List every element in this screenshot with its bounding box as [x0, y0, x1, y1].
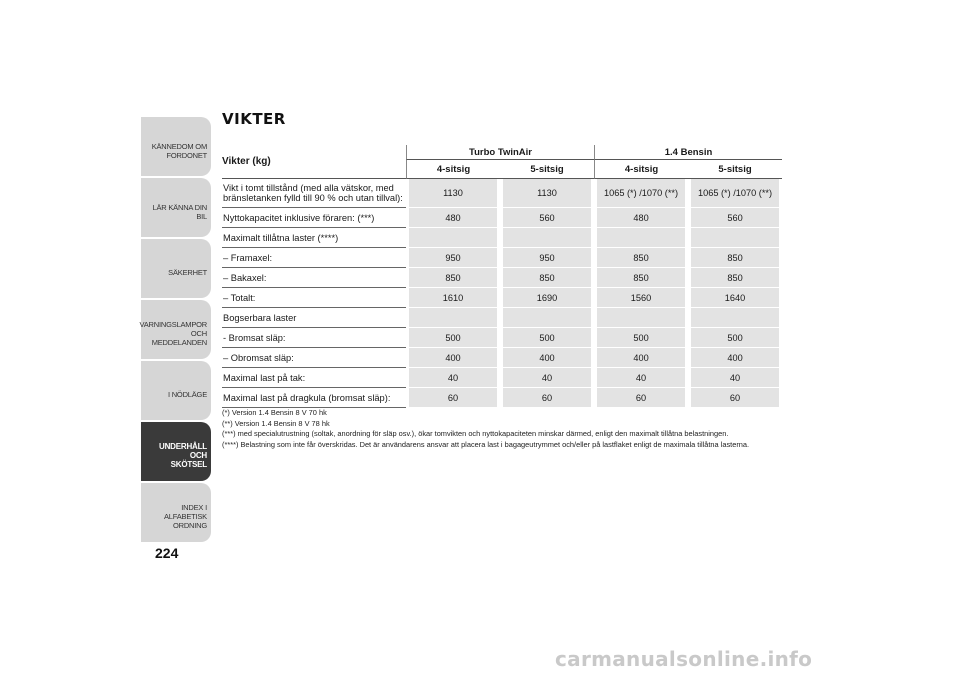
table-row — [222, 288, 782, 308]
footnote: (***) med specialutrustning (soltak, anordning för släp osv.), ökar tomvikten och nyttokapaciteten minskar därmed, enligt den maximalt tillåtna belastningen. — [222, 429, 729, 438]
row-label — [222, 328, 406, 348]
tab-kannedom-om-fordonet[interactable] — [141, 117, 211, 176]
row-label-line: Bogserbara laster — [223, 312, 297, 323]
table-cell — [406, 308, 500, 328]
footnotes — [222, 408, 782, 450]
table-cell — [688, 228, 782, 248]
row-label — [222, 368, 406, 388]
table-cell: 400 — [500, 348, 594, 368]
sub-header: 5-sitsig — [688, 159, 782, 179]
row-label — [222, 308, 406, 328]
table-cell: 1130 — [500, 179, 594, 208]
row-label — [222, 179, 406, 208]
table-row — [222, 368, 782, 388]
tab-label: FORDONET — [166, 150, 207, 160]
row-label — [222, 268, 406, 288]
table-cell: 40 — [500, 368, 594, 388]
table-cell: 500 — [500, 328, 594, 348]
table-cell — [594, 228, 688, 248]
tab-label: UNDERHÅLL OCH — [159, 442, 207, 460]
row-label — [222, 288, 406, 308]
table-row — [222, 388, 782, 408]
tab-sakerhet[interactable] — [141, 239, 211, 298]
row-label-line: – Framaxel: — [223, 252, 273, 263]
table-cell: 1560 — [594, 288, 688, 308]
table-row — [222, 268, 782, 288]
table-cell: 950 — [500, 248, 594, 268]
table-cell: 850 — [594, 268, 688, 288]
sub-header: 5-sitsig — [500, 159, 594, 179]
row-label — [222, 228, 406, 248]
table-row — [222, 348, 782, 368]
row-label — [222, 248, 406, 268]
weights-table — [222, 145, 782, 408]
table-cell: 40 — [406, 368, 500, 388]
table-cell: 60 — [594, 388, 688, 408]
row-label-line: Maximalt tillåtna laster (****) — [223, 232, 339, 243]
row-label-line: Vikt i tomt tillstånd (med alla vätskor, med — [223, 183, 394, 193]
table-cell: 400 — [688, 348, 782, 368]
table-cell: 500 — [594, 328, 688, 348]
table-cell: 850 — [688, 268, 782, 288]
footnote: (****) Belastning som inte får överskridas. Det är användarens ansvar att placera last i bagageutrymmet och/eller på lastflaket enligt de maximala tillåtna lasterna. — [222, 439, 750, 449]
tab-label: KÄNNEDOM OM — [151, 141, 207, 151]
row-label-line: - Bromsat släp: — [223, 332, 286, 343]
table-cell: 60 — [688, 388, 782, 408]
table-cell — [500, 308, 594, 328]
footnote: (*) Version 1.4 Bensin 8 V 70 hk — [222, 408, 327, 417]
tab-index[interactable] — [141, 483, 211, 542]
table-cell: 560 — [500, 208, 594, 228]
table-cell: 850 — [594, 248, 688, 268]
table-row — [222, 308, 782, 328]
footnote: (**) Version 1.4 Bensin 8 V 78 hk — [222, 418, 330, 428]
tab-label: SÄKERHET — [168, 268, 207, 277]
row-label-line: – Bakaxel: — [223, 272, 267, 283]
row-label-line: – Totalt: — [223, 292, 256, 303]
table-cell — [688, 308, 782, 328]
header-label-text: Vikter (kg) — [222, 156, 271, 167]
table-cell: 1065 (*) /1070 (**) — [594, 179, 688, 208]
table-row — [222, 248, 782, 268]
table-cell: 560 — [688, 208, 782, 228]
table-cell: 480 — [594, 208, 688, 228]
tab-label: INDEX I ALFABETISK — [163, 503, 207, 521]
sub-header: 4-sitsig — [406, 159, 500, 179]
table-cell: 480 — [406, 208, 500, 228]
table-row — [222, 208, 782, 228]
page-number: 224 — [155, 545, 179, 561]
table-row — [222, 228, 782, 248]
table-cell: 1690 — [500, 288, 594, 308]
tab-label: I NÖDLÄGE — [167, 390, 207, 399]
table-row — [222, 328, 782, 348]
tab-label: VARNINGSLAMPOR — [139, 320, 207, 329]
tab-varningslampor[interactable] — [141, 300, 211, 359]
row-label — [222, 348, 406, 368]
row-label-line: Maximal last på tak: — [223, 372, 306, 383]
table-cell: 500 — [406, 328, 500, 348]
group-header-turbo: Turbo TwinAir — [406, 145, 594, 159]
table-cell: 40 — [594, 368, 688, 388]
tab-label: ORDNING — [172, 521, 207, 530]
page-title: VIKTER — [222, 110, 286, 128]
table-cell: 1610 — [406, 288, 500, 308]
table-cell: 400 — [594, 348, 688, 368]
row-label-line: Maximal last på dragkula (bromsat släp): — [223, 392, 391, 403]
table-cell: 850 — [688, 248, 782, 268]
row-label — [222, 208, 406, 228]
watermark: carmanualsonline.info — [555, 647, 813, 671]
sub-header: 4-sitsig — [594, 159, 688, 179]
row-label-line: bränsletanken fylld till 90 % och utan tillval): — [223, 193, 403, 203]
table-cell: 40 — [688, 368, 782, 388]
table-header-label — [222, 145, 406, 179]
tab-i-nodlage[interactable] — [141, 361, 211, 420]
table-cell: 850 — [500, 268, 594, 288]
table-cell: 60 — [500, 388, 594, 408]
table-cell: 60 — [406, 388, 500, 408]
table-cell: 1065 (*) /1070 (**) — [688, 179, 782, 208]
table-cell: 950 — [406, 248, 500, 268]
table-cell: 850 — [406, 268, 500, 288]
table-cell: 400 — [406, 348, 500, 368]
tab-lar-kanna-din-bil[interactable] — [141, 178, 211, 237]
table-cell — [594, 308, 688, 328]
tab-label: LÄR KÄNNA DIN BIL — [152, 202, 207, 221]
table-cell: 500 — [688, 328, 782, 348]
row-label-line: – Obromsat släp: — [223, 352, 294, 363]
table-row — [222, 179, 782, 208]
row-label — [222, 388, 406, 408]
group-header-bensin: 1.4 Bensin — [594, 145, 782, 159]
table-cell — [500, 228, 594, 248]
row-label-line: Nyttokapacitet inklusive föraren: (***) — [223, 212, 375, 223]
tab-label: SKÖTSEL — [170, 460, 207, 469]
table-cell: 1130 — [406, 179, 500, 208]
table-cell — [406, 228, 500, 248]
table-cell: 1640 — [688, 288, 782, 308]
tab-label: OCH MEDDELANDEN — [151, 329, 207, 347]
tab-underhall-och-skotsel[interactable] — [141, 422, 211, 481]
